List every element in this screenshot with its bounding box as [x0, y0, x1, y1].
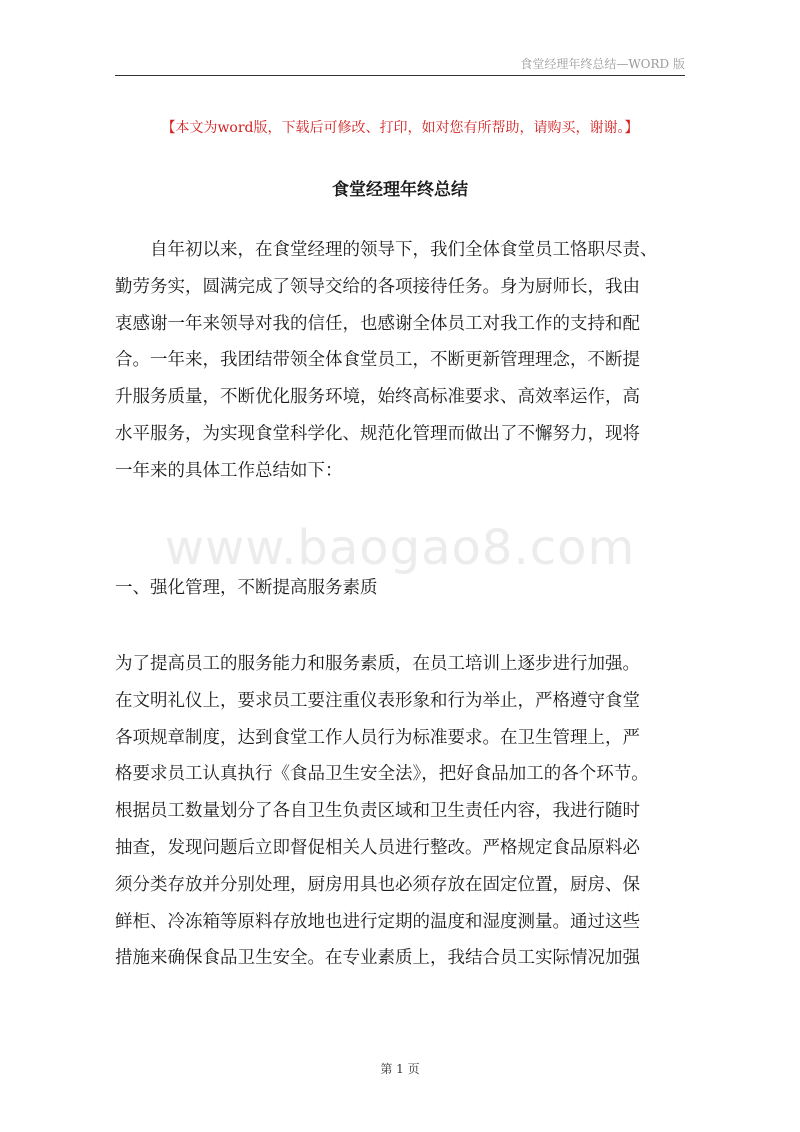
page-number: 第 1 页 [380, 1062, 420, 1076]
text-line: 一年来的具体工作总结如下： [115, 460, 343, 481]
purchase-notice: 【本文为word版，下载后可修改、打印，如对您有所帮助，请购买，谢谢。】 [161, 120, 639, 136]
text-line: 各项规章制度，达到食堂工作人员行为标准要求。在卫生管理上，严 [115, 727, 640, 748]
text-line: 勤劳务实，圆满完成了领导交给的各项接待任务。身为厨师长，我由 [115, 276, 640, 297]
text-line: 鲜柜、冷冻箱等原料存放地也进行定期的温度和湿度测量。通过这些 [115, 911, 640, 932]
header-divider [115, 75, 685, 76]
text-line: 升服务质量，不断优化服务环境，始终高标准要求、高效率运作，高 [115, 387, 640, 408]
document-title: 食堂经理年终总结 [332, 180, 468, 200]
text-line: 合。一年来，我团结带领全体食堂员工，不断更新管理理念，不断提 [115, 350, 640, 371]
text-line: 在文明礼仪上，要求员工要注重仪表形象和行为举止，严格遵守食堂 [115, 690, 640, 711]
intro-paragraph [115, 232, 687, 490]
text-line: 须分类存放并分别处理，厨房用具也必须存放在固定位置，厨房、保 [115, 874, 640, 895]
text-line: 自年初以来，在食堂经理的领导下，我们全体食堂员工恪职尽责、 [115, 240, 658, 260]
text-line: 水平服务，为实现食堂科学化、规范化管理而做出了不懈努力，现将 [115, 423, 640, 444]
body-paragraph [115, 646, 687, 977]
text-line: 抽查，发现问题后立即督促相关人员进行整改。严格规定食品原料必 [115, 837, 640, 858]
section-heading: 一、强化管理，不断提高服务素质 [115, 578, 378, 598]
text-line: 为了提高员工的服务能力和服务素质，在员工培训上逐步进行加强。 [115, 654, 640, 674]
text-line: 衷感谢一年来领导对我的信任，也感谢全体员工对我工作的支持和配 [115, 313, 640, 334]
watermark: www.baogao8.com [164, 520, 636, 576]
text-line: 根据员工数量划分了各自卫生负责区域和卫生责任内容，我进行随时 [115, 801, 640, 822]
text-line: 格要求员工认真执行《食品卫生安全法》，把好食品加工的各个环节。 [115, 764, 649, 785]
page-header: 食堂经理年终总结—WORD 版 [520, 57, 685, 71]
text-line: 措施来确保食品卫生安全。在专业素质上，我结合员工实际情况加强 [115, 948, 640, 969]
